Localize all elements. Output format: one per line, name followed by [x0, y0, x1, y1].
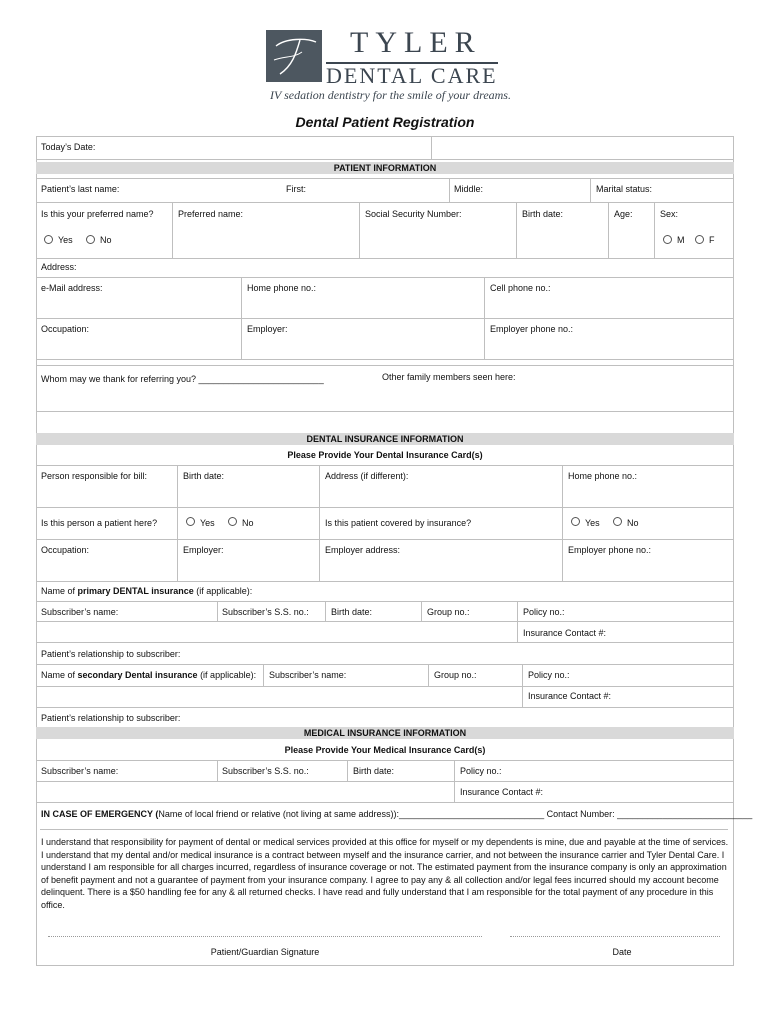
- primary-subscriber-name-label: Subscriber’s name:: [41, 607, 119, 617]
- is-patient-yes-label: Yes: [200, 518, 215, 528]
- preferred-yes-label: Yes: [58, 235, 73, 245]
- medical-policy-label: Policy no.:: [460, 766, 502, 776]
- logo-tagline: IV sedation dentistry for the smile of your dreams.: [270, 88, 511, 102]
- preferred-no-radio[interactable]: [86, 235, 95, 244]
- logo-name-line2: DENTAL CARE: [326, 63, 498, 88]
- divider: [36, 277, 734, 278]
- medical-birth-date-label: Birth date:: [353, 766, 395, 776]
- logo-mark: [266, 30, 322, 82]
- address-label: Address:: [41, 262, 77, 272]
- divider: [177, 465, 178, 581]
- dental-insurance-header: DENTAL INSURANCE INFORMATION: [306, 434, 464, 444]
- divider: [36, 621, 734, 622]
- dental-insurance-subheader: Please Provide Your Dental Insurance Card(s): [287, 450, 483, 460]
- medical-insurance-subheader: Please Provide Your Medical Insurance Card(s): [284, 745, 486, 755]
- responsible-address-label: Address (if different):: [325, 471, 409, 481]
- divider: [263, 664, 264, 686]
- tyler-dental-logo: [266, 26, 511, 108]
- divider: [36, 202, 734, 203]
- divider: [40, 829, 728, 830]
- primary-group-label: Group no.:: [427, 607, 470, 617]
- page-title: Dental Patient Registration: [295, 114, 475, 130]
- date-line[interactable]: [510, 936, 720, 937]
- secondary-group-label: Group no.:: [434, 670, 477, 680]
- divider: [36, 781, 734, 782]
- date-label: Date: [612, 947, 632, 957]
- divider: [590, 178, 591, 202]
- signature-label: Patient/Guardian Signature: [210, 947, 320, 957]
- divider: [36, 686, 734, 687]
- covered-yes-radio[interactable]: [571, 517, 580, 526]
- logo-name-line1: TYLER: [350, 26, 482, 59]
- divider: [36, 178, 734, 179]
- sex-f-label: F: [709, 235, 715, 245]
- todays-date-field[interactable]: [440, 142, 730, 156]
- divider: [562, 465, 563, 581]
- divider: [36, 802, 734, 803]
- is-patient-question: Is this person a patient here?: [41, 518, 158, 528]
- divider: [36, 539, 734, 540]
- responsible-employer-label: Employer:: [183, 545, 224, 555]
- signature-line[interactable]: [48, 936, 482, 937]
- divider: [431, 136, 432, 160]
- secondary-insurance-label: Name of secondary Dental insurance (if applicable):: [41, 670, 257, 680]
- primary-contact-label: Insurance Contact #:: [523, 628, 607, 638]
- secondary-subscriber-name-label: Subscriber’s name:: [269, 670, 347, 680]
- divider: [654, 202, 655, 258]
- responsible-birth-date-label: Birth date:: [183, 471, 225, 481]
- divider: [36, 465, 734, 466]
- divider: [36, 258, 734, 259]
- cell-phone-label: Cell phone no.:: [490, 283, 551, 293]
- is-patient-no-label: No: [242, 518, 254, 528]
- divider: [516, 202, 517, 258]
- covered-yes-label: Yes: [585, 518, 600, 528]
- primary-subscriber-ss-label: Subscriber’s S.S. no.:: [222, 607, 309, 617]
- secondary-policy-label: Policy no.:: [528, 670, 570, 680]
- covered-no-label: No: [627, 518, 639, 528]
- preferred-name-label: Preferred name:: [178, 209, 244, 219]
- emergency-contact-line: IN CASE OF EMERGENCY (Name of local friend or relative (not living at same address)):_____________________________ Contact Number: ___________________________: [41, 809, 753, 819]
- divider: [36, 507, 734, 508]
- family-members-label: Other family members seen here:: [382, 372, 516, 382]
- sex-label: Sex:: [660, 209, 679, 219]
- covered-question: Is this patient covered by insurance?: [325, 518, 472, 528]
- marital-status-label: Marital status:: [596, 184, 653, 194]
- divider: [36, 581, 734, 582]
- secondary-relationship-label: Patient’s relationship to subscriber:: [41, 713, 181, 723]
- divider: [449, 178, 450, 202]
- todays-date-label: Today’s Date:: [41, 142, 96, 152]
- divider: [36, 601, 734, 602]
- preferred-name-question: Is this your preferred name?: [41, 209, 154, 219]
- patient-info-header: PATIENT INFORMATION: [333, 163, 437, 173]
- responsible-home-phone-label: Home phone no.:: [568, 471, 638, 481]
- primary-insurance-label: Name of primary DENTAL insurance (if applicable):: [41, 586, 253, 596]
- preferred-yes-radio[interactable]: [44, 235, 53, 244]
- is-patient-no-radio[interactable]: [228, 517, 237, 526]
- primary-relationship-label: Patient’s relationship to subscriber:: [41, 649, 181, 659]
- ssn-label: Social Security Number:: [365, 209, 462, 219]
- divider: [347, 760, 348, 781]
- divider: [217, 760, 218, 781]
- divider: [36, 664, 734, 665]
- divider: [421, 601, 422, 621]
- medical-subscriber-ss-label: Subscriber’s S.S. no.:: [222, 766, 309, 776]
- sex-m-label: M: [677, 235, 685, 245]
- responsible-person-label: Person responsible for bill:: [41, 471, 148, 481]
- divider: [428, 664, 429, 686]
- primary-policy-label: Policy no.:: [523, 607, 565, 617]
- referral-question: Whom may we thank for referring you? _________________________: [41, 374, 324, 384]
- divider: [608, 202, 609, 258]
- sex-f-radio[interactable]: [695, 235, 704, 244]
- responsible-employer-address-label: Employer address:: [325, 545, 401, 555]
- medical-subscriber-name-label: Subscriber’s name:: [41, 766, 119, 776]
- divider: [36, 159, 734, 160]
- employer-phone-label: Employer phone no.:: [490, 324, 574, 334]
- divider: [36, 411, 734, 412]
- responsible-occupation-label: Occupation:: [41, 545, 90, 555]
- patient-last-name-label: Patient’s last name:: [41, 184, 120, 194]
- financial-agreement-text: I understand that responsibility for payment of dental or medical services provided at this office for myself or my dependents is mine, due and payable at the time of services. I understand that my dental and/or medical insurance is a contract between myself and the insurance carrier, and not between the insurance carrier and Tyler Dental Care. I understand I am responsible for all charges incurred, regardless of insurance coverage or not. The estimated payment from the insurance company is only an approximation of benefit payment and not a guarantee of payment from your insurance company. I agree to pay any & all collection and/or legal fees incurred should my account become delinquent. There is a $50 handling fee for any & all returned checks. I have read and fully understand that I am responsible for the total payment of any procedure in this office.: [41, 837, 729, 910]
- divider: [319, 465, 320, 581]
- divider: [36, 359, 734, 360]
- divider: [172, 202, 173, 258]
- secondary-contact-label: Insurance Contact #:: [528, 691, 612, 701]
- divider: [36, 365, 734, 366]
- preferred-no-label: No: [100, 235, 112, 245]
- age-label: Age:: [614, 209, 633, 219]
- patient-first-name-label: First:: [286, 184, 306, 194]
- home-phone-label: Home phone no.:: [247, 283, 317, 293]
- medical-contact-label: Insurance Contact #:: [460, 787, 544, 797]
- employer-label: Employer:: [247, 324, 288, 334]
- sex-m-radio[interactable]: [663, 235, 672, 244]
- divider: [36, 707, 734, 708]
- divider: [36, 642, 734, 643]
- divider: [36, 318, 734, 319]
- patient-birth-date-label: Birth date:: [522, 209, 564, 219]
- covered-no-radio[interactable]: [613, 517, 622, 526]
- medical-insurance-header: MEDICAL INSURANCE INFORMATION: [303, 728, 467, 738]
- email-label: e-Mail address:: [41, 283, 103, 293]
- divider: [217, 601, 218, 621]
- patient-middle-name-label: Middle:: [454, 184, 484, 194]
- is-patient-yes-radio[interactable]: [186, 517, 195, 526]
- divider: [359, 202, 360, 258]
- divider: [36, 760, 734, 761]
- primary-birth-date-label: Birth date:: [331, 607, 373, 617]
- divider: [325, 601, 326, 621]
- responsible-employer-phone-label: Employer phone no.:: [568, 545, 652, 555]
- occupation-label: Occupation:: [41, 324, 90, 334]
